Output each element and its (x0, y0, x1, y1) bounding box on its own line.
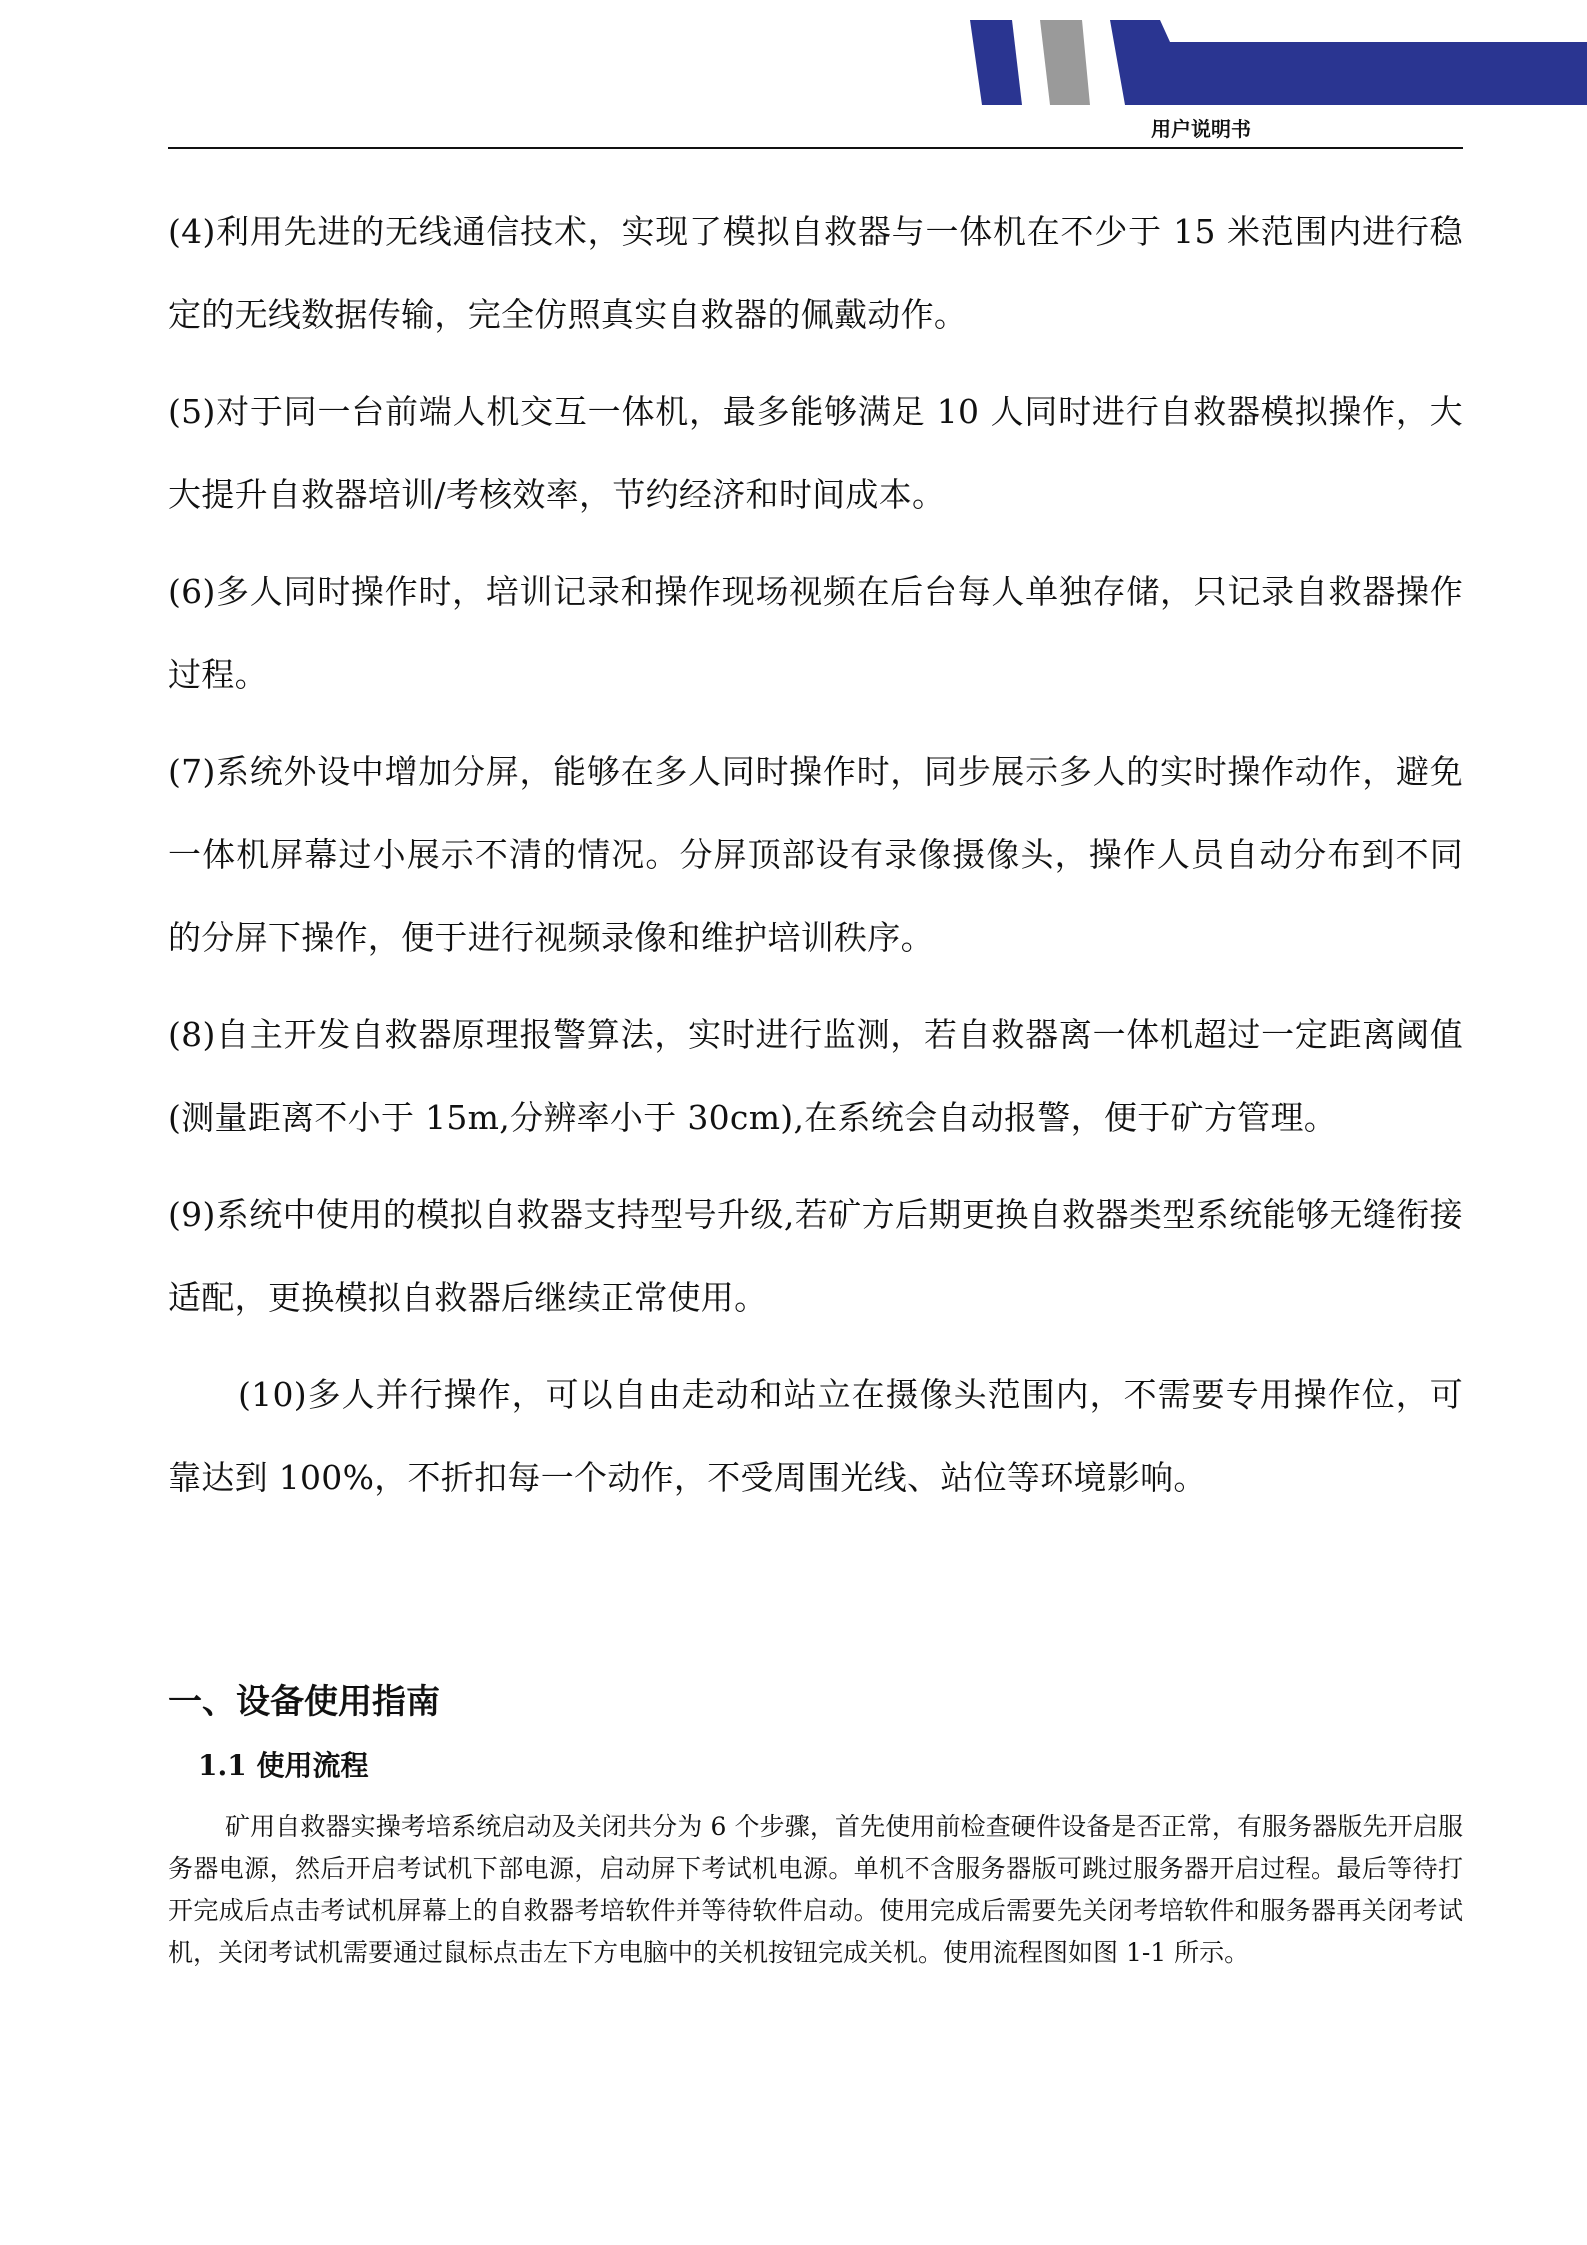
section-body: 矿用自救器实操考培系统启动及关闭共分为 6 个步骤，首先使用前检查硬件设备是否正常，有服务器版先开启服务器电源，然后开启考试机下部电源，启动屏下考试机电源。单机不含服务器版可跳过服务器开启过程。最后等待打开完成后点击考试机屏幕上的自救器考培软件并等待软件启动。使用完成后需要先关闭考培软件和服务器再关闭考试机，关闭考试机需要通过鼠标点击左下方电脑中的关机按钮完成关机。使用流程图如图 1-1 所示。 (168, 1812, 1463, 1967)
feature-paragraph-6: (6)多人同时操作时，培训记录和操作现场视频在后台每人单独存储，只记录自救器操作过程。 (168, 572, 1463, 694)
feature-paragraph-4: (4)利用先进的无线通信技术，实现了模拟自救器与一体机在不少于 15 米范围内进行稳定的无线数据传输，完全仿照真实自救器的佩戴动作。 (168, 212, 1463, 334)
feature-paragraph-10: (10)多人并行操作，可以自由走动和站立在摄像头范围内，不需要专用操作位，可靠达到 100%，不折扣每一个动作，不受周围光线、站位等环境影响。 (168, 1375, 1463, 1497)
header-rule (168, 147, 1463, 149)
section-title: 一、设备使用指南 (168, 1682, 440, 1722)
feature-paragraph-9: (9)系统中使用的模拟自救器支持型号升级,若矿方后期更换自救器类型系统能够无缝衔接适配，更换模拟自救器后继续正常使用。 (168, 1195, 1463, 1317)
section-subtitle: 1.1 使用流程 (198, 1749, 369, 1782)
feature-list (168, 190, 1463, 1533)
header-label: 用户说明书 (1151, 117, 1251, 141)
feature-paragraph-7: (7)系统外设中增加分屏，能够在多人同时操作时，同步展示多人的实时操作动作，避免一体机屏幕过小展示不清的情况。分屏顶部设有录像摄像头，操作人员自动分布到不同的分屏下操作，便于进行视频录像和维护培训秩序。 (168, 752, 1463, 957)
header-logo-graphic (960, 20, 1587, 105)
feature-paragraph-5: (5)对于同一台前端人机交互一体机，最多能够满足 10 人同时进行自救器模拟操作，大大提升自救器培训/考核效率，节约经济和时间成本。 (168, 392, 1463, 514)
header-stripes-icon (960, 20, 1587, 105)
feature-paragraph-8: (8)自主开发自救器原理报警算法，实时进行监测，若自救器离一体机超过一定距离阈值(测量距离不小于 15m,分辨率小于 30cm),在系统会自动报警，便于矿方管理。 (168, 1015, 1463, 1137)
